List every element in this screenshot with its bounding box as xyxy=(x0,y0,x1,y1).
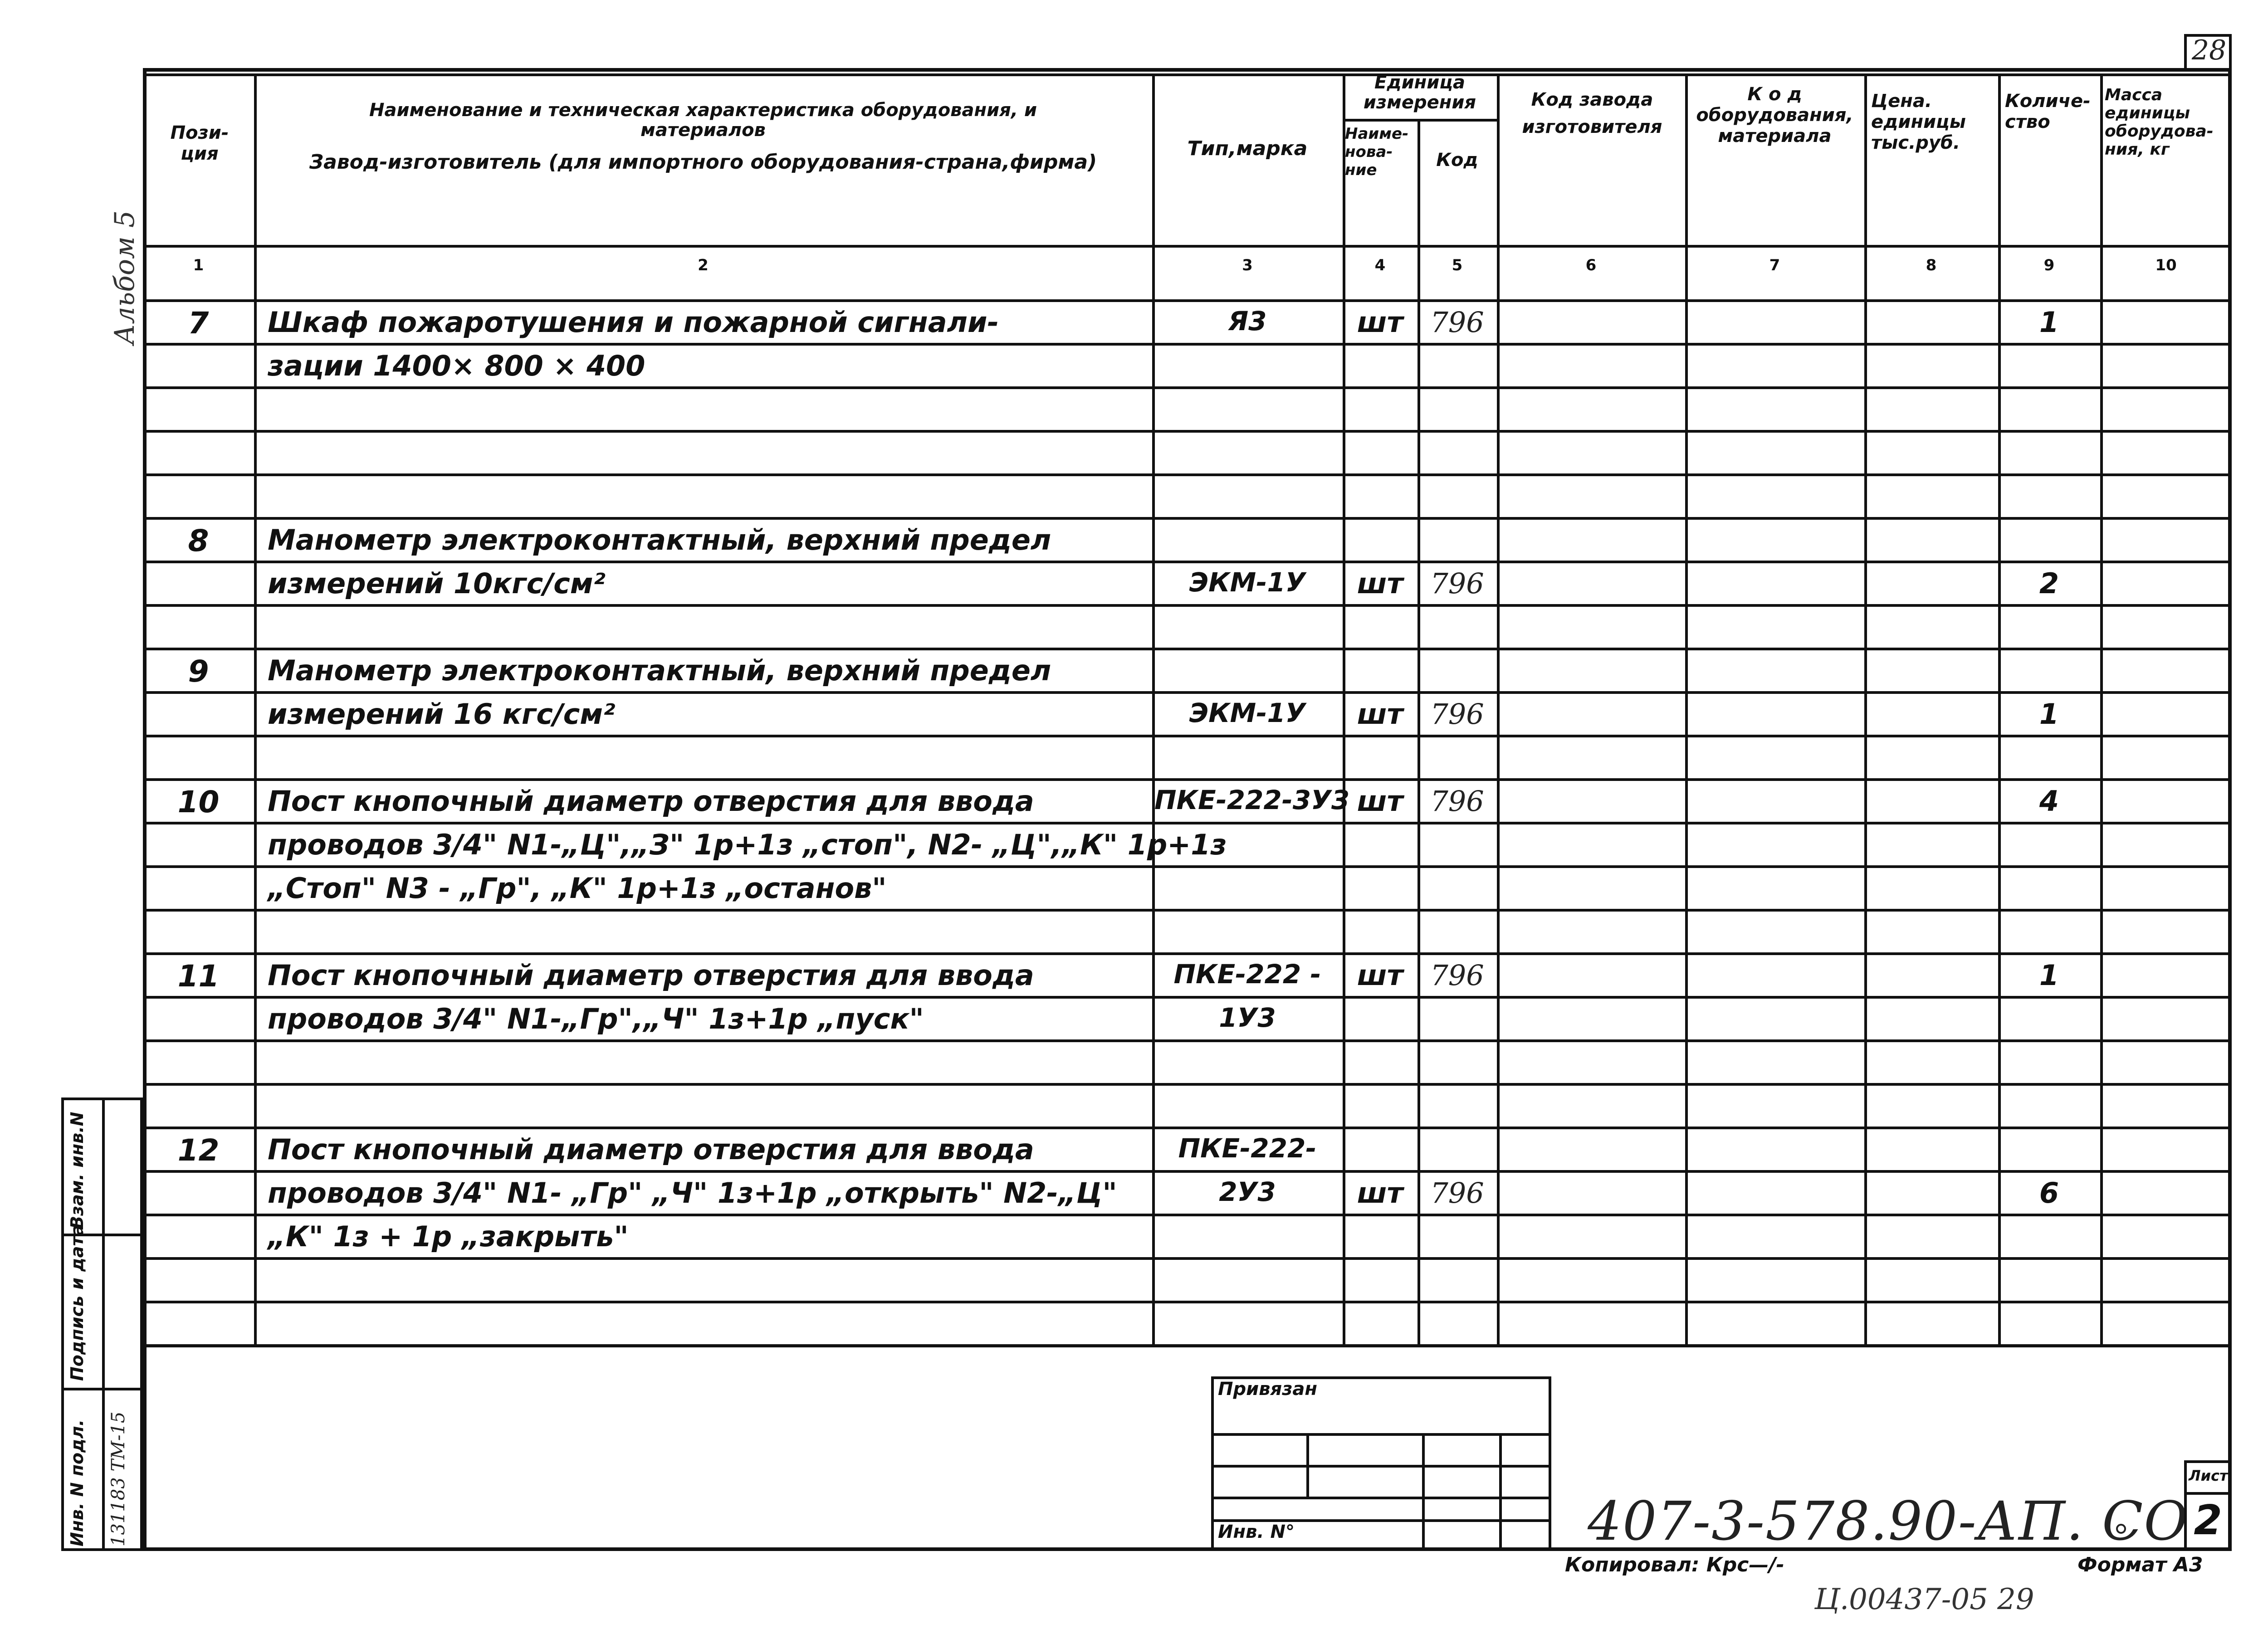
album-label: Альбом 5 xyxy=(109,210,141,345)
stamp-vline-2 xyxy=(1422,1433,1425,1551)
col-line-4 xyxy=(1418,119,1420,1346)
row-name: „К" 1з + 1р „закрыть" xyxy=(268,1220,629,1253)
archive-number: Ц.00437-05 29 xyxy=(1814,1583,2034,1616)
row-unit: шт xyxy=(1357,567,1403,600)
col-header-factory-code: Код завода изготовителя xyxy=(1522,89,1662,137)
row-line xyxy=(143,343,2232,346)
row-code: 796 xyxy=(1430,785,1484,818)
row-line xyxy=(143,996,2232,999)
col-header-unit-code: Код xyxy=(1436,150,1478,171)
column-number: 1 xyxy=(193,256,204,274)
row-code: 796 xyxy=(1430,567,1484,600)
sheet-number-divider xyxy=(2184,1492,2232,1495)
col-header-equip-code: К о д оборудования, материала xyxy=(1696,84,1853,146)
row-name: измерений 16 кгс/см² xyxy=(268,697,616,731)
row-pos: 9 xyxy=(188,654,209,689)
column-number: 9 xyxy=(2043,256,2055,274)
row-line xyxy=(143,952,2232,955)
table-top-line xyxy=(143,73,2232,76)
col-header-name-line3: Завод-изготовитель (для импортного оборудования-страна,фирма) xyxy=(309,151,1097,174)
row-pos: 10 xyxy=(177,785,220,819)
row-type: 1У3 xyxy=(1219,1002,1276,1033)
row-name: Манометр электроконтактный, верхний предел xyxy=(268,523,1051,556)
row-pos: 7 xyxy=(188,306,209,341)
column-number: 6 xyxy=(1585,256,1597,274)
sheet-number: 2 xyxy=(2194,1497,2222,1544)
col-header-unit-name: Наиме-нова-ние xyxy=(1345,125,1409,179)
col-header-pos: Пози-ция xyxy=(170,122,229,164)
row-type: ЭКМ-1У xyxy=(1189,567,1306,598)
row-line xyxy=(143,1127,2232,1129)
row-name: „Стоп" N3 - „Гр", „К" 1р+1з „останов" xyxy=(268,872,887,905)
row-line xyxy=(143,735,2232,737)
row-name: проводов 3/4" N1-„Ц",„З" 1р+1з „стоп", N2- „Ц",„К" 1р+1з xyxy=(268,828,1227,861)
col-header-mass: Масса единицы оборудова-ния, кг xyxy=(2105,86,2214,159)
row-line xyxy=(143,473,2232,476)
sheet-label: Лист xyxy=(2189,1467,2228,1484)
row-name: измерений 10кгс/см² xyxy=(268,567,606,600)
row-name: Манометр электроконтактный, верхний предел xyxy=(268,654,1051,687)
row-line xyxy=(143,1301,2232,1303)
document-code-dot xyxy=(2116,1524,2126,1534)
row-line xyxy=(143,648,2232,650)
row-line xyxy=(143,561,2232,563)
row-line xyxy=(143,865,2232,868)
row-qty: 1 xyxy=(2039,959,2059,992)
row-line xyxy=(143,778,2232,781)
row-unit: шт xyxy=(1357,697,1403,731)
row-unit: шт xyxy=(1357,306,1403,339)
row-type: ЭКМ-1У xyxy=(1189,697,1306,728)
format-label: Формат А3 xyxy=(2077,1553,2203,1576)
row-line xyxy=(143,909,2232,912)
row-pos: 8 xyxy=(188,523,209,558)
row-name: Пост кнопочный диаметр отверстия для ввода xyxy=(268,1133,1034,1166)
side-inv-orig-value: 131183 ТМ-15 xyxy=(108,1411,129,1546)
row-code: 796 xyxy=(1430,306,1484,339)
table-bottom-line xyxy=(143,1345,2232,1347)
row-line xyxy=(143,517,2232,520)
column-number: 8 xyxy=(1926,256,1937,274)
copied-by: Копировал: Крс—/- xyxy=(1565,1553,1784,1576)
stamp-vline-1 xyxy=(1306,1433,1309,1497)
side-stamp-vline xyxy=(102,1097,105,1551)
row-type: Я3 xyxy=(1228,306,1267,337)
document-code: 407-3-578.90-АП. СО xyxy=(1588,1490,2189,1552)
col-header-qty: Количе-ство xyxy=(2005,91,2091,132)
row-name: Пост кнопочный диаметр отверстия для ввода xyxy=(268,785,1034,818)
header-bottom-line xyxy=(143,245,2232,248)
row-unit: шт xyxy=(1357,1176,1403,1210)
row-type: 2У3 xyxy=(1219,1176,1276,1207)
row-code: 796 xyxy=(1430,959,1484,992)
col-header-type: Тип,марка xyxy=(1187,137,1308,160)
row-qty: 4 xyxy=(2039,785,2059,818)
row-line xyxy=(143,1083,2232,1086)
stamp-vline-3 xyxy=(1499,1433,1502,1551)
row-code: 796 xyxy=(1430,697,1484,731)
column-number: 7 xyxy=(1769,256,1780,274)
row-unit: шт xyxy=(1357,785,1403,818)
stamp-bound-label: Привязан xyxy=(1218,1379,1318,1400)
row-line xyxy=(143,386,2232,389)
row-code: 796 xyxy=(1430,1176,1484,1210)
row-pos: 11 xyxy=(177,959,220,994)
column-number: 5 xyxy=(1452,256,1463,274)
col-header-name-line1: Наименование и техническая характеристика оборудования, и xyxy=(369,100,1037,121)
row-name: зации 1400× 800 × 400 xyxy=(268,349,645,382)
row-line xyxy=(143,1170,2232,1173)
col-header-name-line2: материалов xyxy=(640,120,766,141)
row-type: ПКЕ-222- xyxy=(1178,1133,1317,1164)
col-header-price: Цена. единицы тыс.руб. xyxy=(1871,91,1966,153)
row-name: проводов 3/4" N1-„Гр",„Ч" 1з+1р „пуск" xyxy=(268,1002,924,1035)
row-type: ПКЕ-222-3У3 xyxy=(1154,785,1350,815)
row-line xyxy=(143,1257,2232,1260)
row-unit: шт xyxy=(1357,959,1403,992)
row-name: Шкаф пожаротушения и пожарной сигнали- xyxy=(268,306,999,339)
row-line xyxy=(143,1214,2232,1216)
column-number: 2 xyxy=(698,256,709,274)
numbers-bottom-line xyxy=(143,299,2232,302)
row-line xyxy=(143,691,2232,694)
column-number: 10 xyxy=(2155,256,2177,274)
row-line xyxy=(143,1039,2232,1042)
row-line xyxy=(143,604,2232,607)
column-number: 4 xyxy=(1374,256,1386,274)
col-header-unit-group: Единица измерения xyxy=(1363,72,1476,113)
row-line xyxy=(143,822,2232,824)
side-replace-inv: Взам. инв.N xyxy=(67,1112,87,1229)
row-type: ПКЕ-222 - xyxy=(1173,959,1321,990)
column-number: 3 xyxy=(1242,256,1253,274)
row-qty: 1 xyxy=(2039,306,2059,339)
side-inv-orig: Инв. N подл. xyxy=(67,1419,87,1546)
row-pos: 12 xyxy=(177,1133,220,1168)
row-name: Пост кнопочный диаметр отверстия для ввода xyxy=(268,959,1034,992)
row-qty: 1 xyxy=(2039,697,2059,731)
row-name: проводов 3/4" N1- „Гр" „Ч" 1з+1р „открыть" N2-„Ц" xyxy=(268,1176,1117,1210)
stamp-inv-no: Инв. N° xyxy=(1218,1522,1295,1542)
side-sign-date: Подпись и дата xyxy=(67,1224,87,1381)
row-qty: 6 xyxy=(2039,1176,2059,1210)
page-number-top: 28 xyxy=(2191,34,2227,66)
row-qty: 2 xyxy=(2039,567,2059,600)
row-line xyxy=(143,430,2232,433)
